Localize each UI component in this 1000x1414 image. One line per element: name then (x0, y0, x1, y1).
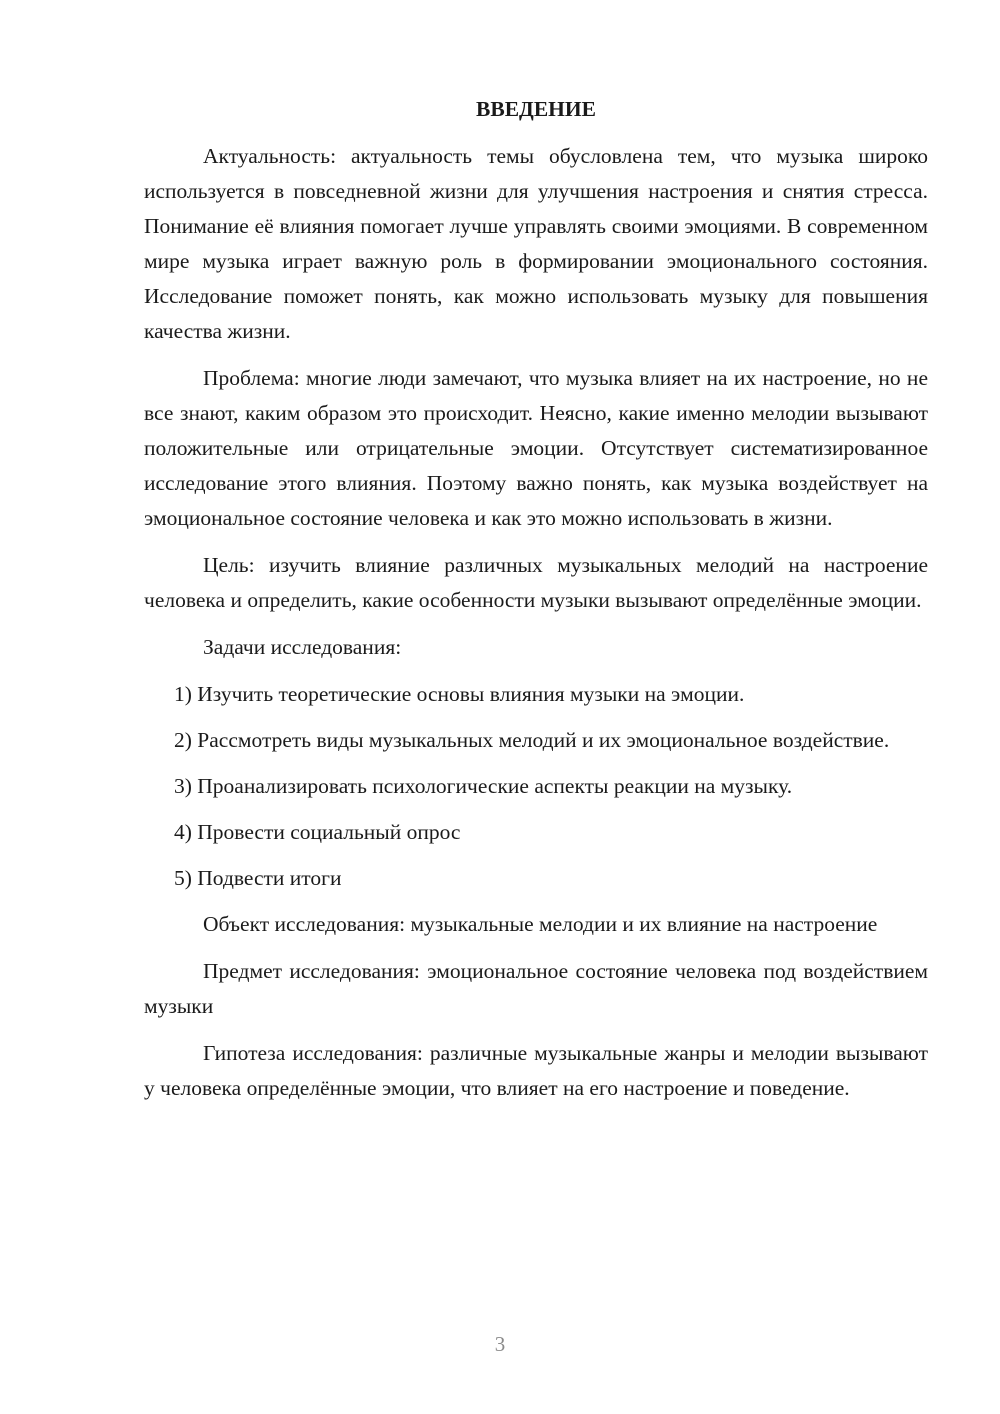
task-item-3: 3) Проанализировать психологические аспекты реакции на музыку. (174, 774, 793, 798)
problem-paragraph: Проблема: многие люди замечают, что музыка влияет на их настроение, но не все знают, каким образом это происходит. Неясно, какие именно мелодии вызывают положительные или отрицательные эмоции. Отсутствует систематизированное исследование этого влияния. Поэтому важно понять, как музыка воздействует на эмоциональное состояние человека и как это можно использовать в жизни. (144, 366, 928, 530)
subject-paragraph: Предмет исследования: эмоциональное состояние человека под воздействием музыки (144, 959, 928, 1018)
document-page (144, 92, 928, 1118)
hypothesis-paragraph: Гипотеза исследования: различные музыкальные жанры и мелодии вызывают у человека определённые эмоции, что влияет на его настроение и поведение. (144, 1041, 928, 1100)
object-paragraph: Объект исследования: музыкальные мелодии и их влияние на настроение (203, 912, 878, 936)
page-number: 3 (494, 1332, 506, 1356)
task-item-1: 1) Изучить теоретические основы влияния музыки на эмоции. (174, 682, 745, 706)
page-title: ВВЕДЕНИЕ (476, 97, 596, 121)
relevance-paragraph: Актуальность: актуальность темы обусловлена тем, что музыка широко используется в повседневной жизни для улучшения настроения и снятия стресса. Понимание её влияния помогает лучше управлять своими эмоциями. В современном мире музыка играет важную роль в формировании эмоционального состояния. Исследование поможет понять, как можно использовать музыку для повышения качества жизни. (144, 144, 928, 343)
tasks-heading: Задачи исследования: (203, 635, 402, 659)
goal-paragraph: Цель: изучить влияние различных музыкальных мелодий на настроение человека и определить, какие особенности музыки вызывают определённые эмоции. (144, 553, 928, 612)
task-item-4: 4) Провести социальный опрос (174, 820, 461, 844)
task-item-5: 5) Подвести итоги (174, 866, 342, 890)
task-item-2: 2) Рассмотреть виды музыкальных мелодий и их эмоциональное воздействие. (174, 728, 890, 752)
